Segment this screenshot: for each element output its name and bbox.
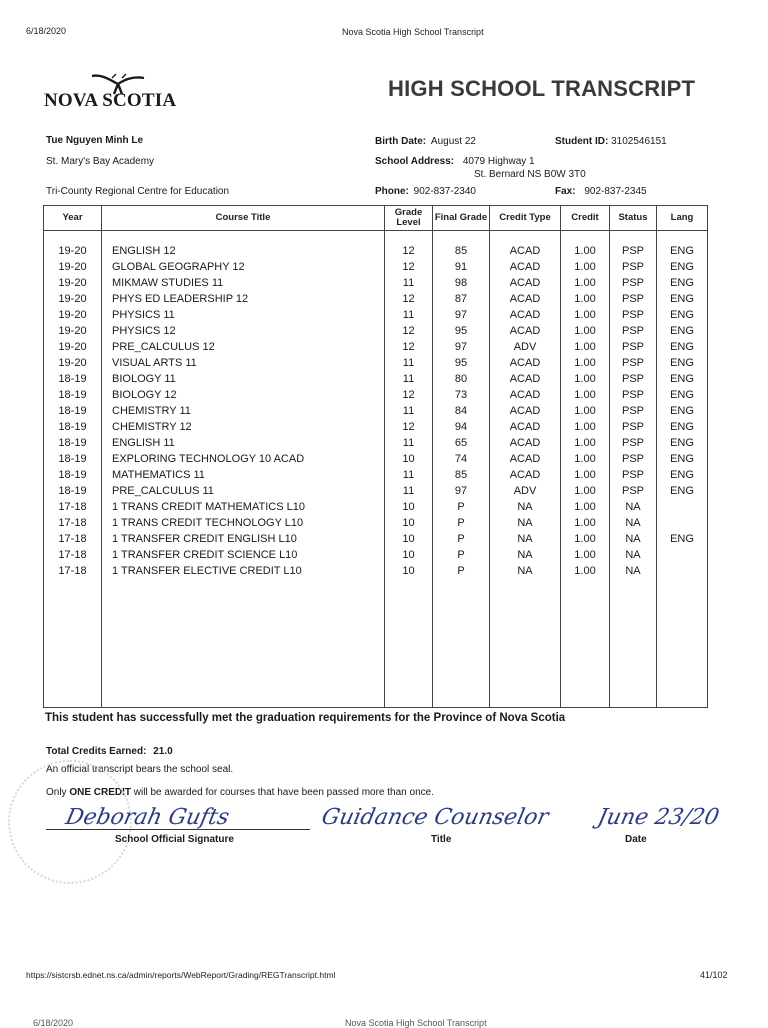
cell-status: PSP: [610, 387, 657, 403]
header-credit: Credit: [561, 206, 610, 231]
filler-cell: [433, 579, 490, 708]
cell-grade: P: [433, 499, 490, 515]
address-line-1: 4079 Highway 1: [462, 156, 535, 167]
cell-credit: 1.00: [561, 499, 610, 515]
cell-year: 19-20: [44, 307, 102, 323]
cell-status: PSP: [610, 419, 657, 435]
header-final-grade: Final Grade: [433, 206, 490, 231]
cell-lang: [657, 547, 708, 563]
filler-cell: [102, 579, 385, 708]
cell-lang: ENG: [657, 323, 708, 339]
birth-date-field: [375, 136, 476, 147]
cell-course: BIOLOGY 12: [102, 387, 385, 403]
cell-course: GLOBAL GEOGRAPHY 12: [102, 259, 385, 275]
cell-level: 12: [385, 339, 433, 355]
document-title: HIGH SCHOOL TRANSCRIPT: [388, 76, 696, 101]
cell-status: PSP: [610, 467, 657, 483]
cell-grade: 65: [433, 435, 490, 451]
cell-type: ACAD: [490, 259, 561, 275]
official-signature: Deborah Gufts: [63, 805, 232, 830]
cell-level: 10: [385, 451, 433, 467]
header-status: Status: [610, 206, 657, 231]
cell-status: PSP: [610, 339, 657, 355]
table-filler-row: [44, 579, 708, 708]
cell-type: ACAD: [490, 371, 561, 387]
cell-level: 11: [385, 435, 433, 451]
cell-grade: 98: [433, 275, 490, 291]
cell-level: 10: [385, 547, 433, 563]
cell-type: ACAD: [490, 355, 561, 371]
cell-level: 11: [385, 483, 433, 499]
cell-grade: P: [433, 563, 490, 579]
course-table: [43, 205, 708, 708]
cell-grade: 94: [433, 419, 490, 435]
credit-note-prefix: Only: [46, 787, 70, 798]
cell-lang: ENG: [657, 307, 708, 323]
cell-type: ACAD: [490, 307, 561, 323]
table-row: [44, 419, 708, 435]
cell-type: ACAD: [490, 467, 561, 483]
school-address-field: [375, 156, 535, 167]
student-id-value: 3102546151: [611, 136, 667, 147]
cell-grade: 85: [433, 243, 490, 259]
header-year: Year: [44, 206, 102, 231]
cell-grade: 91: [433, 259, 490, 275]
cell-lang: ENG: [657, 467, 708, 483]
cell-course: ENGLISH 12: [102, 243, 385, 259]
table-row: [44, 531, 708, 547]
cell-course: MATHEMATICS 11: [102, 467, 385, 483]
cell-status: PSP: [610, 259, 657, 275]
cell-type: NA: [490, 531, 561, 547]
cell-credit: 1.00: [561, 435, 610, 451]
cell-course: PHYSICS 11: [102, 307, 385, 323]
header-course-title: Course Title: [102, 206, 385, 231]
student-id-label: Student ID:: [555, 136, 609, 147]
birth-date-label: Birth Date:: [375, 136, 427, 147]
cell-year: 17-18: [44, 563, 102, 579]
cell-grade: P: [433, 515, 490, 531]
cell-lang: ENG: [657, 275, 708, 291]
fax-field: [555, 186, 647, 197]
cell-course: CHEMISTRY 12: [102, 419, 385, 435]
cell-type: NA: [490, 547, 561, 563]
cell-type: ACAD: [490, 275, 561, 291]
cell-status: PSP: [610, 451, 657, 467]
table-row: [44, 371, 708, 387]
cell-type: ACAD: [490, 323, 561, 339]
cell-type: ACAD: [490, 403, 561, 419]
table-row: [44, 291, 708, 307]
cell-year: 18-19: [44, 387, 102, 403]
credit-note-emphasis: ONE CREDIT: [69, 787, 132, 798]
cell-status: PSP: [610, 435, 657, 451]
cell-type: ACAD: [490, 451, 561, 467]
cell-grade: P: [433, 547, 490, 563]
cell-lang: [657, 499, 708, 515]
school-address-label: School Address:: [375, 156, 455, 167]
cell-status: NA: [610, 531, 657, 547]
phone-field: [375, 186, 476, 197]
cell-status: PSP: [610, 307, 657, 323]
cell-year: 18-19: [44, 371, 102, 387]
table-row: [44, 275, 708, 291]
cell-type: ACAD: [490, 243, 561, 259]
print-date: 6/18/2020: [26, 26, 67, 36]
footer-page: 41/102: [700, 970, 728, 980]
cell-type: ADV: [490, 483, 561, 499]
cell-level: 11: [385, 307, 433, 323]
cell-grade: 84: [433, 403, 490, 419]
cell-grade: 73: [433, 387, 490, 403]
cell-status: NA: [610, 515, 657, 531]
next-page-date: 6/18/2020: [33, 1018, 74, 1028]
cell-credit: 1.00: [561, 483, 610, 499]
table-row: [44, 403, 708, 419]
cell-grade: 74: [433, 451, 490, 467]
table-row: [44, 515, 708, 531]
cell-course: PHYSICS 12: [102, 323, 385, 339]
phone-label: Phone:: [375, 186, 409, 197]
cell-credit: 1.00: [561, 531, 610, 547]
cell-year: 19-20: [44, 339, 102, 355]
cell-type: NA: [490, 563, 561, 579]
school-name: St. Mary's Bay Academy: [46, 156, 155, 167]
filler-cell: [385, 579, 433, 708]
cell-level: 12: [385, 387, 433, 403]
cell-year: 19-20: [44, 243, 102, 259]
cell-credit: 1.00: [561, 387, 610, 403]
cell-credit: 1.00: [561, 563, 610, 579]
cell-course: CHEMISTRY 11: [102, 403, 385, 419]
cell-status: NA: [610, 499, 657, 515]
cell-lang: ENG: [657, 387, 708, 403]
cell-year: 19-20: [44, 275, 102, 291]
logo-text: NOVA SCOTIA: [44, 90, 177, 111]
region-name: Tri-County Regional Centre for Education: [46, 186, 230, 197]
table-row: [44, 483, 708, 499]
cell-year: 18-19: [44, 419, 102, 435]
table-row: [44, 387, 708, 403]
cell-status: PSP: [610, 371, 657, 387]
cell-status: NA: [610, 547, 657, 563]
table-row: [44, 563, 708, 579]
official-signature-label: School Official Signature: [115, 834, 234, 845]
cell-type: ACAD: [490, 291, 561, 307]
cell-lang: ENG: [657, 371, 708, 387]
cell-course: VISUAL ARTS 11: [102, 355, 385, 371]
cell-level: 12: [385, 291, 433, 307]
cell-level: 12: [385, 419, 433, 435]
cell-course: 1 TRANSFER CREDIT SCIENCE L10: [102, 547, 385, 563]
cell-grade: 97: [433, 307, 490, 323]
cell-status: PSP: [610, 243, 657, 259]
cell-year: 18-19: [44, 403, 102, 419]
cell-level: 11: [385, 275, 433, 291]
cell-lang: ENG: [657, 451, 708, 467]
cell-level: 10: [385, 531, 433, 547]
footer-url: https://sistcrsb.ednet.ns.ca/admin/reports/WebReport/Grading/REGTranscript.html: [26, 970, 336, 980]
cell-type: ACAD: [490, 387, 561, 403]
table-row: [44, 259, 708, 275]
cell-course: 1 TRANS CREDIT TECHNOLOGY L10: [102, 515, 385, 531]
cell-level: 11: [385, 467, 433, 483]
cell-course: BIOLOGY 11: [102, 371, 385, 387]
nova-scotia-logo: [44, 72, 194, 114]
cell-level: 11: [385, 371, 433, 387]
cell-year: 17-18: [44, 515, 102, 531]
cell-course: PRE_CALCULUS 12: [102, 339, 385, 355]
title-signature: Guidance Counselor: [319, 805, 551, 830]
fax-value: 902-837-2345: [584, 186, 647, 197]
cell-grade: 95: [433, 323, 490, 339]
cell-level: 10: [385, 499, 433, 515]
cell-status: NA: [610, 563, 657, 579]
graduation-statement: This student has successfully met the graduation requirements for the Province of Nova Scotia: [45, 712, 566, 724]
credit-note-suffix: will be awarded for courses that have been passed more than once.: [131, 787, 434, 798]
table-header-row: [44, 206, 708, 231]
cell-credit: 1.00: [561, 371, 610, 387]
table-row: [44, 451, 708, 467]
cell-year: 17-18: [44, 499, 102, 515]
cell-lang: ENG: [657, 531, 708, 547]
cell-grade: 85: [433, 467, 490, 483]
cell-credit: 1.00: [561, 403, 610, 419]
cell-course: PHYS ED LEADERSHIP 12: [102, 291, 385, 307]
cell-level: 10: [385, 563, 433, 579]
total-credits-value: 21.0: [153, 746, 173, 757]
filler-cell: [561, 579, 610, 708]
cell-lang: ENG: [657, 243, 708, 259]
cell-course: PRE_CALCULUS 11: [102, 483, 385, 499]
cell-lang: [657, 515, 708, 531]
cell-grade: 97: [433, 483, 490, 499]
cell-lang: ENG: [657, 419, 708, 435]
table-row: [44, 499, 708, 515]
cell-status: PSP: [610, 291, 657, 307]
cell-lang: ENG: [657, 339, 708, 355]
cell-course: ENGLISH 11: [102, 435, 385, 451]
total-credits: [46, 746, 173, 757]
next-page-title: Nova Scotia High School Transcript: [345, 1018, 487, 1028]
print-title: Nova Scotia High School Transcript: [342, 27, 484, 37]
cell-year: 18-19: [44, 467, 102, 483]
cell-year: 19-20: [44, 291, 102, 307]
cell-level: 10: [385, 515, 433, 531]
cell-year: 19-20: [44, 355, 102, 371]
filler-cell: [610, 579, 657, 708]
cell-credit: 1.00: [561, 307, 610, 323]
cell-type: ACAD: [490, 419, 561, 435]
table-row: [44, 339, 708, 355]
cell-type: ACAD: [490, 435, 561, 451]
cell-credit: 1.00: [561, 275, 610, 291]
cell-credit: 1.00: [561, 243, 610, 259]
cell-credit: 1.00: [561, 291, 610, 307]
cell-grade: 97: [433, 339, 490, 355]
cell-year: 19-20: [44, 323, 102, 339]
cell-year: 17-18: [44, 531, 102, 547]
cell-credit: 1.00: [561, 339, 610, 355]
date-label: Date: [625, 834, 647, 845]
total-credits-label: Total Credits Earned:: [46, 746, 147, 757]
cell-lang: ENG: [657, 403, 708, 419]
cell-course: EXPLORING TECHNOLOGY 10 ACAD: [102, 451, 385, 467]
address-line-2: St. Bernard NS B0W 3T0: [474, 169, 586, 180]
cell-status: PSP: [610, 323, 657, 339]
cell-credit: 1.00: [561, 355, 610, 371]
cell-year: 18-19: [44, 435, 102, 451]
cell-grade: 87: [433, 291, 490, 307]
table-row: [44, 307, 708, 323]
cell-level: 11: [385, 403, 433, 419]
header-lang: Lang: [657, 206, 708, 231]
cell-course: 1 TRANS CREDIT MATHEMATICS L10: [102, 499, 385, 515]
cell-year: 19-20: [44, 259, 102, 275]
cell-year: 17-18: [44, 547, 102, 563]
student-name: Tue Nguyen Minh Le: [46, 135, 144, 146]
cell-level: 12: [385, 259, 433, 275]
cell-credit: 1.00: [561, 467, 610, 483]
cell-lang: ENG: [657, 355, 708, 371]
header-grade-level: Grade Level: [385, 206, 433, 231]
cell-course: MIKMAW STUDIES 11: [102, 275, 385, 291]
phone-value: 902-837-2340: [413, 186, 476, 197]
cell-credit: 1.00: [561, 547, 610, 563]
seal-note: An official transcript bears the school seal.: [46, 764, 234, 775]
cell-level: 12: [385, 323, 433, 339]
filler-cell: [490, 579, 561, 708]
title-label: Title: [431, 834, 452, 845]
table-row: [44, 243, 708, 259]
cell-grade: 80: [433, 371, 490, 387]
cell-level: 12: [385, 243, 433, 259]
table-row: [44, 355, 708, 371]
cell-status: PSP: [610, 483, 657, 499]
cell-course: 1 TRANSFER ELECTIVE CREDIT L10: [102, 563, 385, 579]
cell-year: 18-19: [44, 451, 102, 467]
filler-cell: [44, 579, 102, 708]
cell-credit: 1.00: [561, 419, 610, 435]
cell-status: PSP: [610, 275, 657, 291]
cell-type: ADV: [490, 339, 561, 355]
cell-course: 1 TRANSFER CREDIT ENGLISH L10: [102, 531, 385, 547]
cell-type: NA: [490, 499, 561, 515]
cell-lang: [657, 563, 708, 579]
birth-date-value: August 22: [430, 136, 476, 147]
table-spacer-row: [44, 231, 708, 244]
signature-line: [46, 829, 310, 830]
date-signature: June 23/20: [595, 805, 722, 830]
cell-grade: 95: [433, 355, 490, 371]
cell-type: NA: [490, 515, 561, 531]
filler-cell: [657, 579, 708, 708]
cell-credit: 1.00: [561, 451, 610, 467]
cell-level: 11: [385, 355, 433, 371]
cell-status: PSP: [610, 403, 657, 419]
table-row: [44, 323, 708, 339]
cell-lang: ENG: [657, 259, 708, 275]
cell-lang: ENG: [657, 435, 708, 451]
cell-credit: 1.00: [561, 323, 610, 339]
table-row: [44, 547, 708, 563]
header-credit-type: Credit Type: [490, 206, 561, 231]
cell-credit: 1.00: [561, 515, 610, 531]
cell-status: PSP: [610, 355, 657, 371]
cell-credit: 1.00: [561, 259, 610, 275]
table-row: [44, 467, 708, 483]
cell-lang: ENG: [657, 483, 708, 499]
cell-lang: ENG: [657, 291, 708, 307]
cell-year: 18-19: [44, 483, 102, 499]
student-id-field: [555, 136, 667, 147]
cell-grade: P: [433, 531, 490, 547]
table-row: [44, 435, 708, 451]
fax-label: Fax:: [555, 186, 576, 197]
